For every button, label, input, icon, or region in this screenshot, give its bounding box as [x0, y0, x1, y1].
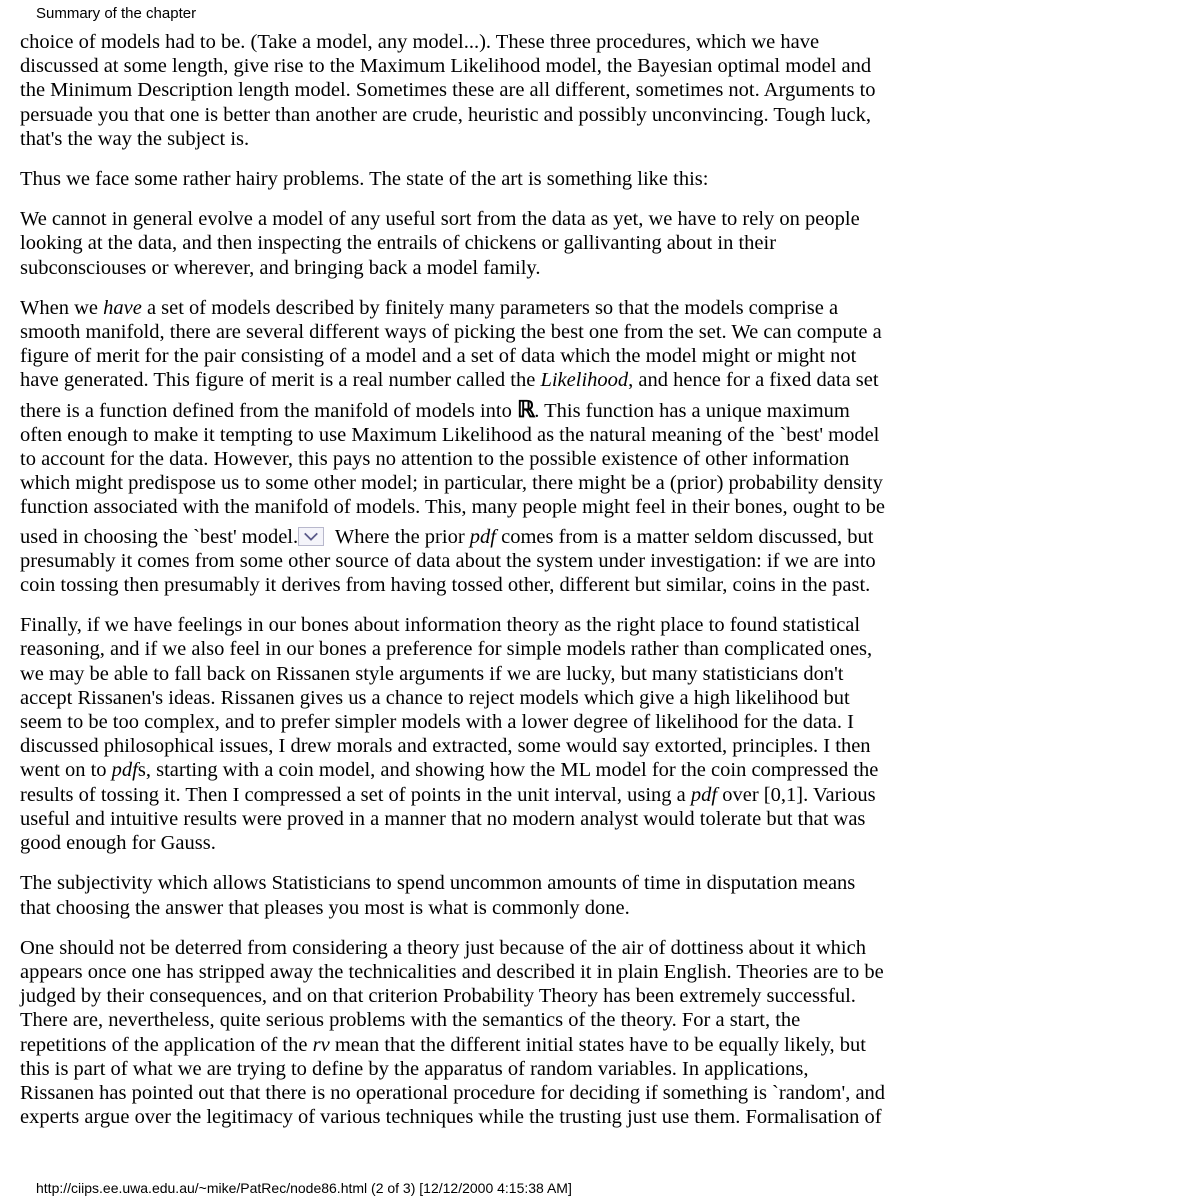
text-line: function associated with the manifold of models. This, many people might feel in their bones, ought to be — [20, 496, 886, 519]
text-run: . This function has a unique maximum — [534, 399, 850, 422]
text-line: the Minimum Description length model. Sometimes these are all different, sometimes not. Arguments to — [20, 79, 876, 102]
text-run: a set of models described by finitely many parameters so that the models comprise a — [141, 296, 839, 319]
text-run: over [0,1]. Various — [717, 783, 876, 806]
paragraph-3 — [20, 207, 1182, 280]
paragraph-2 — [20, 167, 1182, 191]
text-run: went on to — [20, 759, 112, 782]
emphasis-rv: rv — [312, 1033, 330, 1056]
text-line: that choosing the answer that pleases you most is what is commonly done. — [20, 896, 630, 919]
text-line: Rissanen has pointed out that there is no operational procedure for deciding if something is `random', and — [20, 1081, 886, 1104]
text-line — [20, 368, 1182, 392]
text-line: figure of merit for the pair consisting of a model and a set of data which the model might or might not — [20, 345, 857, 368]
paragraph-1 — [20, 30, 1182, 151]
text-line: good enough for Gauss. — [20, 832, 216, 855]
paragraph-4 — [20, 296, 1182, 597]
text-line: There are, nevertheless, quite serious problems with the semantics of the theory. For a start, the — [20, 1009, 801, 1032]
paragraph-7 — [20, 936, 1182, 1130]
text-run: mean that the different initial states have to be equally likely, but — [329, 1033, 866, 1056]
text-line: looking at the data, and then inspecting the entrails of chickens or gallivanting about in their — [20, 232, 777, 255]
text-line: we may be able to fall back on Rissanen style arguments if we are lucky, but many statisticians don't — [20, 662, 844, 685]
text-run: repetitions of the application of the — [20, 1033, 313, 1056]
text-run: used in choosing the `best' model. — [20, 525, 299, 548]
text-run: comes from is a matter seldom discussed, but — [495, 525, 874, 548]
page-footer-url: http://ciips.ee.uwa.edu.au/~mike/PatRec/node86.html (2 of 3) [12/12/2000 4:15:38 AM] — [36, 1180, 572, 1196]
text-line: accept Rissanen's ideas. Rissanen gives us a chance to reject models which give a high likelihood but — [20, 686, 850, 709]
text-line: persuade you that one is better than another are crude, heuristic and possibly unconvincing. Tough luck, — [20, 103, 871, 126]
text-line: One should not be deterred from considering a theory just because of the air of dottiness about it which — [20, 936, 866, 959]
text-line: experts argue over the legitimacy of various techniques while the trusting just use them. Formalisation of — [20, 1106, 882, 1129]
text-run: Where the prior — [330, 525, 470, 548]
text-line: coin tossing then presumably it derives from having tossed other, different but similar, coins in the past. — [20, 574, 871, 597]
text-line — [20, 758, 1182, 782]
text-line — [20, 525, 1182, 549]
text-line: reasoning, and if we also feel in our bones a preference for simple models rather than complicated ones, — [20, 638, 873, 661]
text-line: that's the way the subject is. — [20, 127, 250, 150]
emphasis-have: have — [103, 296, 142, 319]
footnote-icon[interactable] — [298, 527, 324, 546]
text-line: Finally, if we have feelings in our bones about information theory as the right place to found statistical — [20, 614, 861, 637]
text-line: this is part of what we are trying to define by the apparatus of random variables. In applications, — [20, 1057, 809, 1080]
text-line: discussed at some length, give rise to the Maximum Likelihood model, the Bayesian optimal model and — [20, 55, 872, 78]
text-line: choice of models had to be. (Take a model, any model...). These three procedures, which we have — [20, 31, 820, 53]
emphasis-pdf: pdf — [469, 525, 496, 548]
text-line — [20, 398, 1182, 423]
text-line: which might predispose us to some other model; in particular, there might be a (prior) probability density — [20, 472, 883, 495]
text-line: Thus we face some rather hairy problems. The state of the art is something like this: — [20, 168, 709, 191]
text-line: discussed philosophical issues, I drew morals and extracted, some would say extorted, principles. I then — [20, 735, 871, 758]
text-line: useful and intuitive results were proved in a manner that no modern analyst would tolerate but that was — [20, 807, 866, 830]
text-line — [20, 783, 1182, 807]
text-run: When we — [20, 296, 104, 319]
text-line: often enough to make it tempting to use Maximum Likelihood as the natural meaning of the `best' model — [20, 423, 880, 446]
text-line: to account for the data. However, this pays no attention to the possible existence of other information — [20, 448, 850, 471]
paragraph-6 — [20, 871, 1182, 919]
emphasis-pdf: pdf — [690, 783, 718, 806]
text-line: smooth manifold, there are several different ways of picking the best one from the set. We can compute a — [20, 321, 882, 344]
page-header-title: Summary of the chapter — [36, 5, 197, 22]
text-line — [20, 1033, 1182, 1057]
text-run: have generated. This figure of merit is a real number called the — [20, 369, 541, 392]
text-run: results of tossing it. Then I compressed a set of points in the unit interval, using a — [20, 783, 691, 806]
emphasis-likelihood: Likelihood — [540, 369, 629, 392]
document-body — [20, 30, 1182, 1129]
text-line: subconsciouses or wherever, and bringing back a model family. — [20, 256, 541, 279]
text-run: , and hence for a fixed data set — [628, 369, 879, 392]
text-line: The subjectivity which allows Statisticians to spend uncommon amounts of time in disputation means — [20, 872, 856, 895]
text-line: judged by their consequences, and on that criterion Probability Theory has been extremely successful. — [20, 985, 856, 1008]
paragraph-5 — [20, 613, 1182, 855]
text-run: s, starting with a coin model, and showing how the ML model for the coin compressed the — [137, 759, 879, 782]
text-line — [20, 296, 1182, 320]
real-numbers-symbol: ℝ — [517, 396, 535, 422]
text-line: seem to be too complex, and to prefer simpler models with a lower degree of likelihood for the data. I — [20, 711, 854, 734]
text-line: appears once one has stripped away the technicalities and described it in plain English. Theories are to be — [20, 960, 884, 983]
text-line: We cannot in general evolve a model of any useful sort from the data as yet, we have to rely on people — [20, 208, 860, 231]
emphasis-pdf: pdf — [111, 759, 138, 782]
text-line: presumably it comes from some other source of data about the system under investigation: if we are into — [20, 549, 876, 572]
text-run: there is a function defined from the manifold of models into — [20, 399, 517, 422]
